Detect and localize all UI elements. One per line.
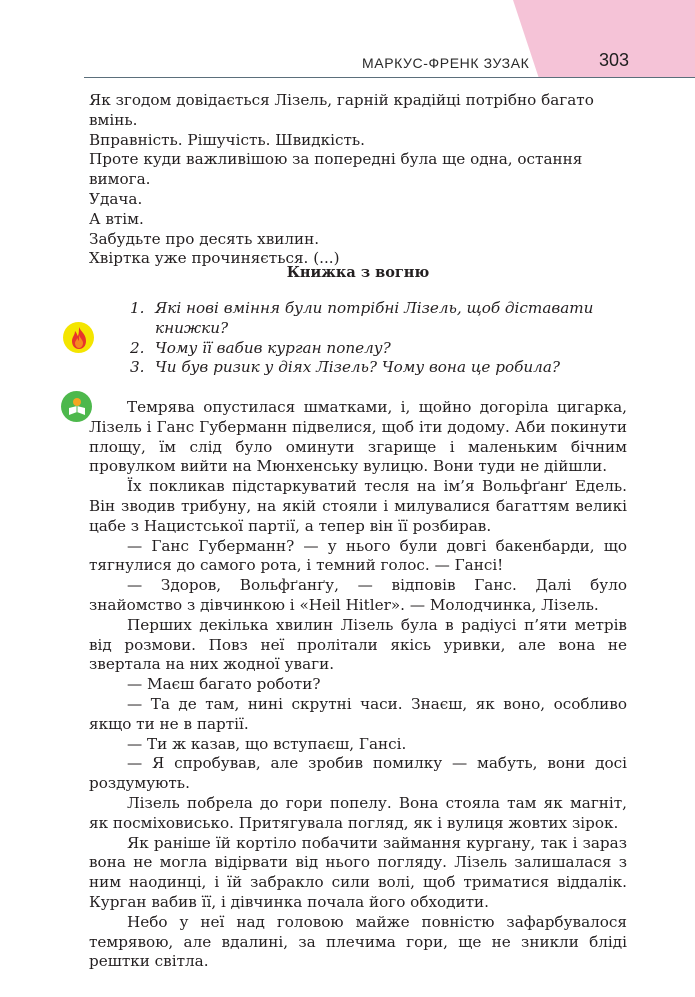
paragraph: Перших декілька хвилин Лізель була в радіусі п’яти метрів від розмови. Повз неї пролітали якісь уривки, але вона не звертала на них жодної уваги. <box>89 615 627 674</box>
text-line: Удача. <box>89 189 143 208</box>
question-list <box>130 299 630 378</box>
question-text: Чому її вабив курган попелу? <box>155 338 391 357</box>
paragraph: — Ти ж казав, що вступаєш, Гансі. <box>127 734 407 753</box>
paragraph: Лізель побрела до гори попелу. Вона стояла там як магніт, як посміховисько. Притягувала погляд, як і вулиця жовтих зірок. <box>89 793 627 832</box>
paragraph: Небо у неї над головою майже повністю зафарбувалося темрявою, але вдалині, за плечима гори, ще не зникли бліді рештки світла. <box>89 912 627 971</box>
header-rule <box>84 77 695 78</box>
question-number: 3. <box>130 358 145 377</box>
reader-icon <box>61 391 92 422</box>
text-line: Забудьте про десять хвилин. <box>89 229 320 248</box>
paragraph: — Я спробував, але зробив помилку — мабуть, вони досі роздумують. <box>89 754 627 793</box>
text-line: Проте куди важливішою за попередні була ще одна, остання вимога. <box>89 150 583 189</box>
paragraph: — Та де там, нині скрутні часи. Знаєш, як воно, особливо якщо ти не в партії. <box>89 694 627 733</box>
main-text <box>89 398 627 972</box>
text-line: Як згодом довідається Лізель, гарній крадійці потрібно багато вмінь. <box>89 91 594 129</box>
question-text: Чи був ризик у діях Лізель? Чому вона це робила? <box>155 358 561 377</box>
text-line: А втім. <box>89 209 144 228</box>
paragraph: Їх покликав підстаркуватий тесля на ім’я Вольфґанґ Едель. Він зводив трибуну, на якій стояли і милувалися багаттям великі цабе з Нацистської партії, а тепер він її розбирав. <box>89 477 627 535</box>
page-number: 303 <box>599 50 630 70</box>
paragraph: — Маєш багато роботи? <box>127 675 321 694</box>
paragraph: — Здоров, Вольфґанґу, — відповів Ганс. Далі було знайомство з дівчинкою і «Heil Hitler». — Молодчинка, Лізель. <box>89 576 627 614</box>
question-item <box>130 299 630 339</box>
text-line: Хвіртка уже прочиняється. (...) <box>89 249 340 268</box>
running-header-author: МАРКУС-ФРЕНК ЗУЗАК <box>362 55 530 71</box>
fire-icon <box>63 322 94 353</box>
question-text: Які нові вміння були потрібні Лізель, щоб діставати книжки? <box>155 299 594 337</box>
question-item <box>130 339 630 359</box>
text-line: Вправність. Рішучість. Швидкість. <box>89 130 365 149</box>
paragraph: Як раніше їй кортіло побачити займання кургану, так і зараз вона не могла відірвати від нього погляду. Лізель залишалася з ним наодинці, і їй забракло сили волі, щоб триматися віддалік. Курган вабив її, і дівчинка почала його обходити. <box>89 833 627 911</box>
question-item <box>130 358 630 378</box>
excerpt-ending <box>89 91 627 269</box>
paragraph: — Ганс Губерманн? — у нього були довгі бакенбарди, що тягнулися до самого рота, і темний голос. — Гансі! <box>89 536 627 575</box>
question-number: 2. <box>130 338 145 357</box>
section-title: Книжка з вогню <box>286 264 430 281</box>
paragraph: Темрява опустилася шматками, і, щойно догоріла цигарка, Лізель і Ганс Губерманн підвелися, щоб іти додому. Аби покинути площу, їм слід було оминути згарище і маленьким бічним провулком вийти на Мюнхенську вулицю. Вони туди не дійшли. <box>89 398 627 476</box>
question-number: 1. <box>130 299 145 317</box>
